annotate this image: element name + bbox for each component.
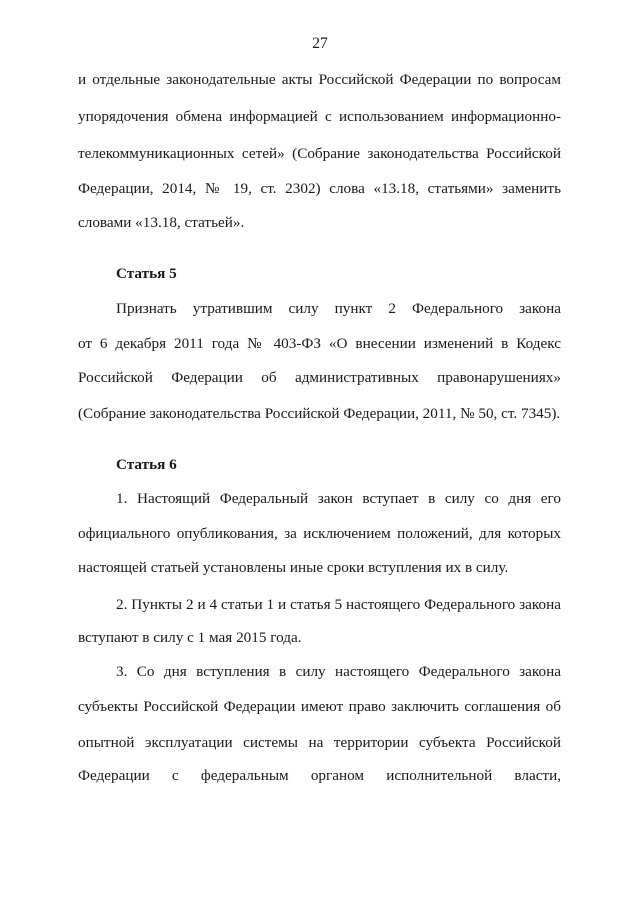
intro-line: и отдельные законодательные акты Российской Федерации по вопросам [78,71,561,88]
article-5-heading: Статья 5 [116,265,177,282]
article-6-para2-line: 2. Пункты 2 и 4 статьи 1 и статья 5 настоящего Федерального закона [116,596,561,613]
page-number: 27 [312,35,328,52]
article-5-line: от 6 декабря 2011 года № 403-ФЗ «О внесении изменений в Кодекс [78,335,561,352]
intro-line: Федерации, 2014, № 19, ст. 2302) слова «13.18, статьями» заменить [78,180,561,197]
article-5-line-last: (Собрание законодательства Российской Федерации, 2011, № 50, ст. 7345). [78,405,561,422]
article-6-para1-line: 1. Настоящий Федеральный закон вступает в силу со дня его [116,490,561,507]
article-6-para3-line: 3. Со дня вступления в силу настоящего Федерального закона [116,663,561,680]
article-5-line: Российской Федерации об административных правонарушениях» [78,369,561,386]
article-6-para1-line-last: настоящей статьей установлены иные сроки вступления их в силу. [78,559,509,576]
article-6-para3-line: субъекты Российской Федерации имеют право заключить соглашения об [78,698,561,715]
article-6-para3-line: опытной эксплуатации системы на территории субъекта Российской [78,734,561,751]
article-6-heading: Статья 6 [116,456,177,473]
article-6-para1-line: официального опубликования, за исключением положений, для которых [78,525,561,542]
article-5-line: Признать утратившим силу пункт 2 Федерального закона [116,300,561,317]
article-6-para2-line-last: вступают в силу с 1 мая 2015 года. [78,629,302,646]
article-6-para3-line: Федерации с федеральным органом исполнительной власти, [78,767,561,784]
intro-line-last: словами «13.18, статьей». [78,214,245,231]
intro-line: телекоммуникационных сетей» (Собрание законодательства Российской [78,145,561,162]
intro-line: упорядочения обмена информацией с использованием информационно- [78,108,561,125]
